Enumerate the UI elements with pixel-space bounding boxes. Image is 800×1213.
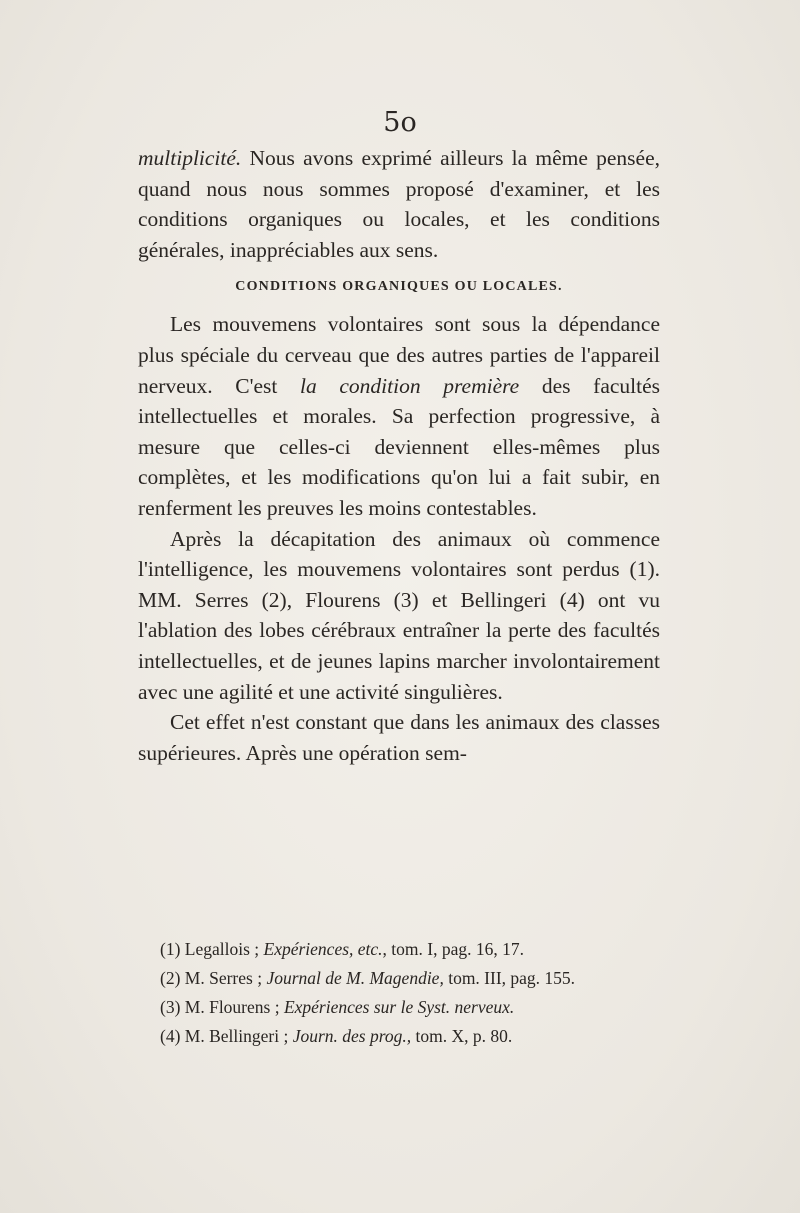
footnote-3-prefix: (3) M. Flourens ; bbox=[160, 997, 284, 1017]
paragraph-4: Cet effet n'est constant que dans les animaux des classes supérieures. Après une opération sem- bbox=[138, 710, 660, 765]
footnote-3-italic: Expériences sur le Syst. nerveux. bbox=[283, 997, 515, 1017]
footnote-2-suffix: tom. III, pag. 155. bbox=[443, 968, 576, 988]
footnote-4-prefix: (4) M. Bellingeri ; bbox=[160, 1026, 293, 1046]
footnote-4-suffix: tom. X, p. 80. bbox=[411, 1026, 513, 1046]
footnote-1-prefix: (1) Legallois ; bbox=[160, 939, 264, 959]
footnote-2 bbox=[138, 964, 660, 993]
footnote-1-italic: Expériences, etc. bbox=[263, 939, 383, 959]
paragraph-2-part-b: des facultés intellectuelles et morales. Sa perfection progressive, à mesure que celles-ci deviennent elles-mêmes plus complètes, et les modifications qu'on lui a fait subir, en renferment les preuves les moins contestables. bbox=[138, 373, 661, 520]
footnote-1 bbox=[138, 935, 660, 964]
footnote-2-prefix: (2) M. Serres ; bbox=[160, 968, 267, 988]
paragraph-1-italic-lead: multiplicité. bbox=[138, 146, 242, 170]
paragraph-2-part-a: Les mouvemens volontaires sont sous la dépendance plus spéciale du cerveau que des autres parties de l'appareil nerveux. C'est bbox=[138, 312, 660, 398]
body-text bbox=[138, 143, 660, 768]
paragraph-1-text: Nous avons exprimé ailleurs la même pensée, quand nous nous sommes proposé d'examiner, et les conditions organiques ou locales, et les conditions générales, inappréciables aux sens. bbox=[138, 146, 660, 262]
footnote-3 bbox=[138, 993, 660, 1022]
paragraph-1 bbox=[138, 143, 660, 265]
paragraph-3: Après la décapitation des animaux où commence l'intelligence, les mouvemens volontaires sont perdus (1). MM. Serres (2), Flourens (3) et Bellingeri (4) ont vu l'ablation des lobes cérébraux entraîner la perte des facultés intellectuelles, et de jeunes lapins marcher involontairement avec une agilité et une activité singulières. bbox=[138, 526, 660, 704]
section-heading: CONDITIONS ORGANIQUES OU LOCALES. bbox=[235, 279, 563, 295]
footnote-4-italic: Journ. des prog., bbox=[292, 1026, 412, 1046]
footnotes bbox=[138, 935, 660, 1051]
paragraph-2 bbox=[138, 309, 660, 523]
footnote-2-italic: Journal de M. Magendie, bbox=[266, 968, 444, 988]
footnote-4 bbox=[138, 1022, 660, 1051]
paragraph-2-italic: la condition première bbox=[300, 373, 520, 398]
page-number: 5o bbox=[383, 107, 417, 138]
footnote-1-suffix: , tom. I, pag. 16, 17. bbox=[382, 939, 524, 959]
